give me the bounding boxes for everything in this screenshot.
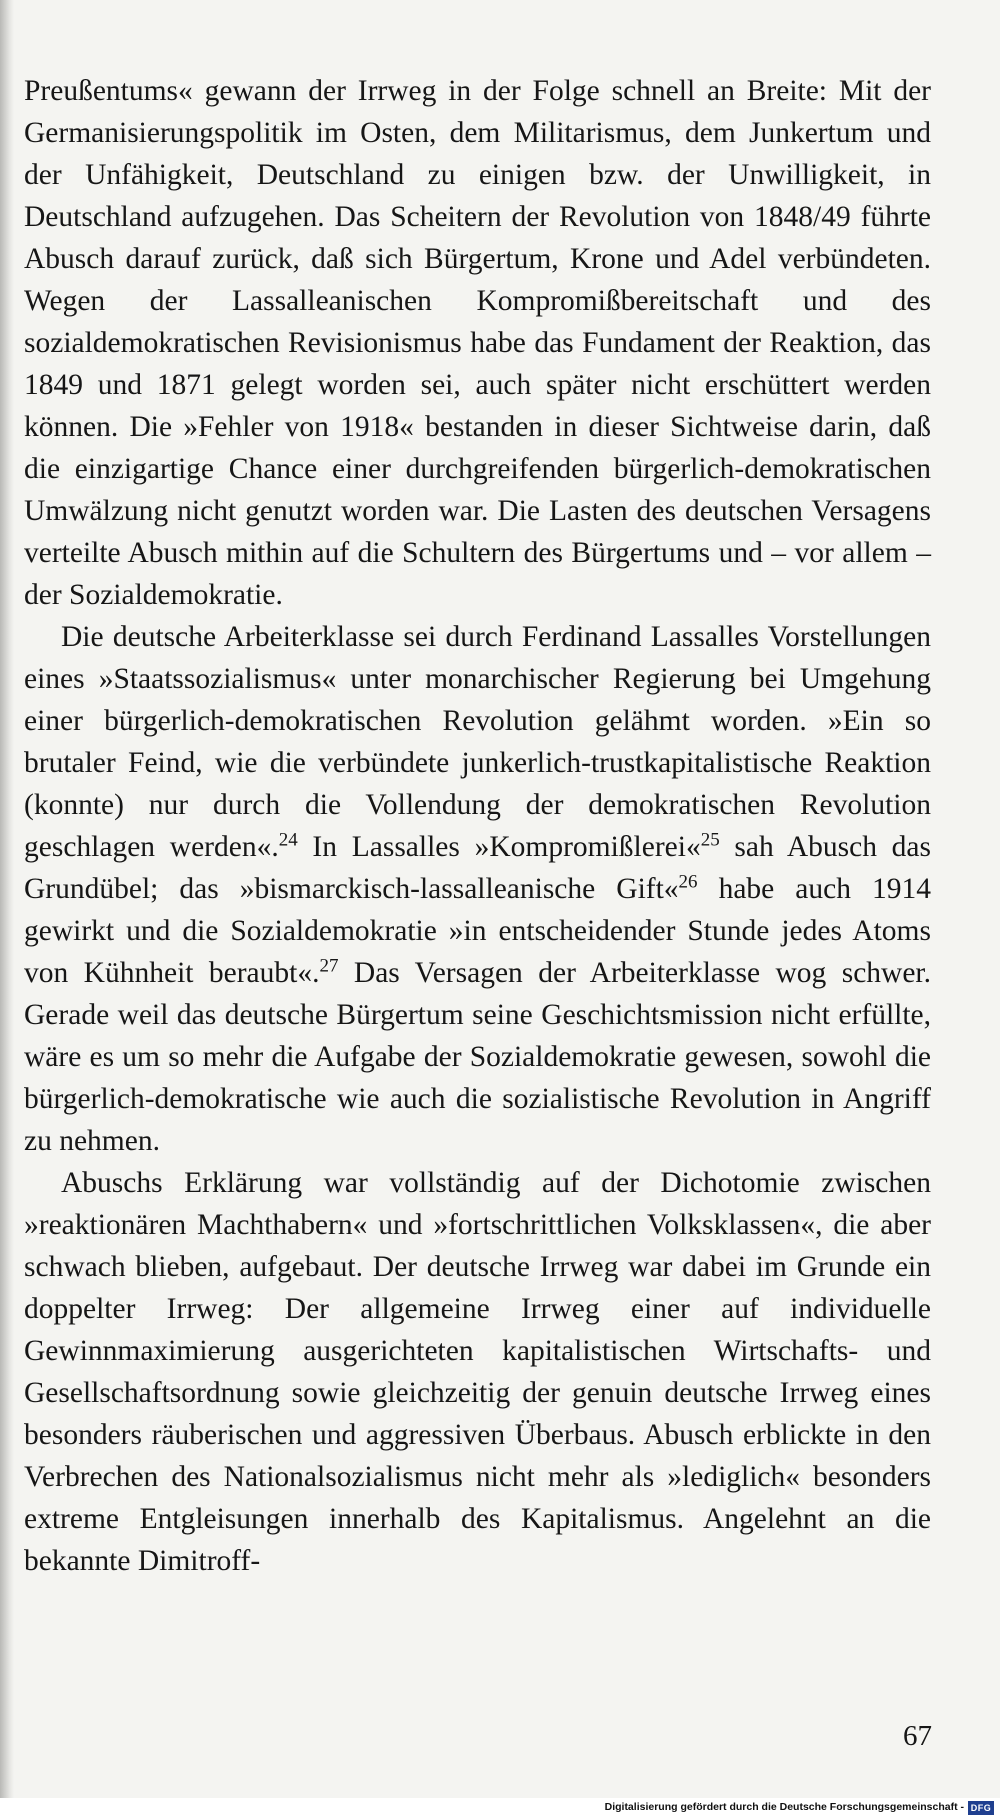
paragraph [24, 616, 931, 1162]
footnote-marker[interactable]: 24 [278, 829, 298, 851]
paragraph [24, 70, 931, 616]
binding-shadow [0, 0, 14, 1820]
text-run: Abuschs Erklärung war vollständig auf der Dichotomie zwischen »reaktionären Machthabern« und »fortschrittlichen Volksklassen«, die aber schwach blieben, aufgebaut. Der deutsche Irrweg war dabei im Grunde ein doppelter Irrweg: Der allgemeine Irrweg einer auf individuelle Gewinnmaximierung ausgerichteten kapitalistischen Wirtschafts- und Gesellschaftsordnung sowie gleichzeitig der genuin deutsche Irrweg eines besonders räuberischen und aggressiven Überbaus. Abusch erblickte in den Verbrechen des Nationalsozialismus nicht mehr als »lediglich« besonders extreme Entgleisungen innerhalb des Kapitalismus. Angelehnt an die bekannte Dimitroff- [24, 1167, 931, 1577]
text-run: habe auch 1914 gewirkt und die Sozialdemokratie »in entscheidender Stunde jedes Atoms von Kühnheit beraubt«. [24, 873, 931, 989]
footnote-marker[interactable]: 27 [319, 955, 339, 977]
dfg-logo: DFG [968, 1801, 994, 1815]
footnote-marker[interactable]: 25 [700, 829, 720, 851]
paragraph [24, 1162, 931, 1582]
text-run: sah Abusch das Grundübel; das »bismarckisch-lassalleanische Gift« [24, 831, 932, 905]
body-text [24, 70, 931, 1582]
text-run: In Lassalles »Kompromißlerei« [297, 831, 701, 863]
footnote-marker[interactable]: 26 [678, 871, 698, 893]
digitization-footer [0, 1798, 1000, 1820]
dfg-credit-text: Digitalisierung gefördert durch die Deutsche Forschungsgemeinschaft - [604, 1801, 964, 1813]
text-run: Das Versagen der Arbeiterklasse wog schwer. Gerade weil das deutsche Bürgertum seine Geschichtsmission nicht erfüllte, wäre es um so mehr die Aufgabe der Sozialdemokratie gewesen, sowohl die bürgerlich-demokratische wie auch die sozialistische Revolution in Angriff zu nehmen. [24, 957, 932, 1157]
text-run: Die deutsche Arbeiterklasse sei durch Ferdinand Lassalles Vorstellungen eines »Staatssozialismus« unter monarchischer Regierung bei Umgehung einer bürgerlich-demokratischen Revolution gelähmt worden. »Ein so brutaler Feind, wie die verbündete junkerlich-trustkapitalistische Reaktion (konnte) nur durch die Vollendung der demokratischen Revolution geschlagen werden«. [24, 621, 931, 863]
text-run: Preußentums« gewann der Irrweg in der Folge schnell an Breite: Mit der Germanisierungspolitik im Osten, dem Militarismus, dem Junkertum und der Unfähigkeit, Deutschland zu einigen bzw. der Unwilligkeit, in Deutschland aufzugehen. Das Scheitern der Revolution von 1848/49 führte Abusch darauf zurück, daß sich Bürgertum, Krone und Adel verbündeten. Wegen der Lassalleanischen Kompromißbereitschaft und des sozialdemokratischen Revisionismus habe das Fundament der Reaktion, das 1849 und 1871 gelegt worden sei, auch später nicht erschüttert werden können. Die »Fehler von 1918« bestanden in dieser Sichtweise darin, daß die einzigartige Chance einer durchgreifenden bürgerlich-demokratischen Umwälzung nicht genutzt worden war. Die Lasten des deutschen Versagens verteilte Abusch mithin auf die Schultern des Bürgertums und – vor allem – der Sozialdemokratie. [24, 75, 931, 611]
page-number: 67 [903, 1720, 932, 1752]
